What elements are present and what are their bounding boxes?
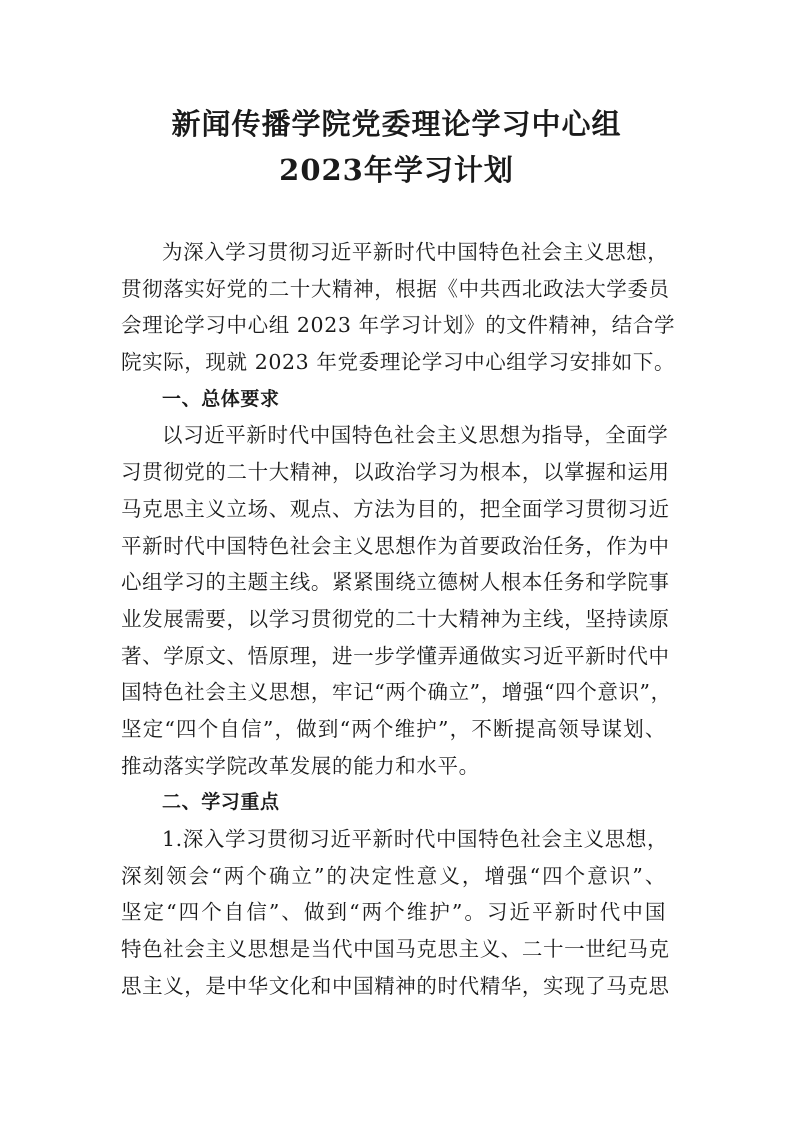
document-title-line2: 2023年学习计划 xyxy=(279,153,514,187)
section2-line: 深刻领会“两个确立”的决定性意义，增强“四个意识”、 xyxy=(121,863,666,888)
intro-line: 贯彻落实好党的二十大精神，根据《中共西北政法大学委员 xyxy=(121,276,670,301)
intro-line: 会理论学习中心组 2023 年学习计划》的文件精神，结合学 xyxy=(121,313,676,338)
section1-line: 平新时代中国特色社会主义思想作为首要政治任务，作为中 xyxy=(121,533,670,558)
section1-line: 马克思主义立场、观点、方法为目的，把全面学习贯彻习近 xyxy=(121,496,670,521)
section1-line: 习贯彻党的二十大精神，以政治学习为根本，以掌握和运用 xyxy=(121,460,670,485)
document-title-line1: 新闻传播学院党委理论学习中心组 xyxy=(171,107,622,141)
section1-line: 国特色社会主义思想，牢记“两个确立”，增强“四个意识”， xyxy=(121,680,672,705)
section1-line: 业发展需要，以学习贯彻党的二十大精神为主线，坚持读原 xyxy=(121,606,670,631)
section2-line: 思主义，是中华文化和中国精神的时代精华，实现了马克思 xyxy=(121,973,670,998)
document-body xyxy=(121,234,676,1004)
intro-line: 院实际，现就 2023 年党委理论学习中心组学习安排如下。 xyxy=(121,350,676,375)
section2-line: 坚定“四个自信”、做到“两个维护”。习近平新时代中国 xyxy=(121,900,666,925)
section2-line: 特色社会主义思想是当代中国马克思主义、二十一世纪马克 xyxy=(121,937,670,962)
section2-heading: 二、学习重点 xyxy=(162,791,280,814)
section2-line: 1.深入学习贯彻习近平新时代中国特色社会主义思想， xyxy=(162,827,669,851)
intro-line: 为深入学习贯彻习近平新时代中国特色社会主义思想， xyxy=(162,240,669,264)
section1-line: 坚定“四个自信”，做到“两个维护”，不断提高领导谋划、 xyxy=(121,716,666,741)
section1-line: 推动落实学院改革发展的能力和水平。 xyxy=(121,753,480,778)
section1-line: 著、学原文、悟原理，进一步学懂弄通做实习近平新时代中 xyxy=(121,643,670,668)
section1-heading: 一、总体要求 xyxy=(162,387,280,410)
section1-line: 以习近平新时代中国特色社会主义思想为指导，全面学 xyxy=(162,423,669,448)
section1-line: 心组学习的主题主线。紧紧围绕立德树人根本任务和学院事 xyxy=(121,570,670,595)
